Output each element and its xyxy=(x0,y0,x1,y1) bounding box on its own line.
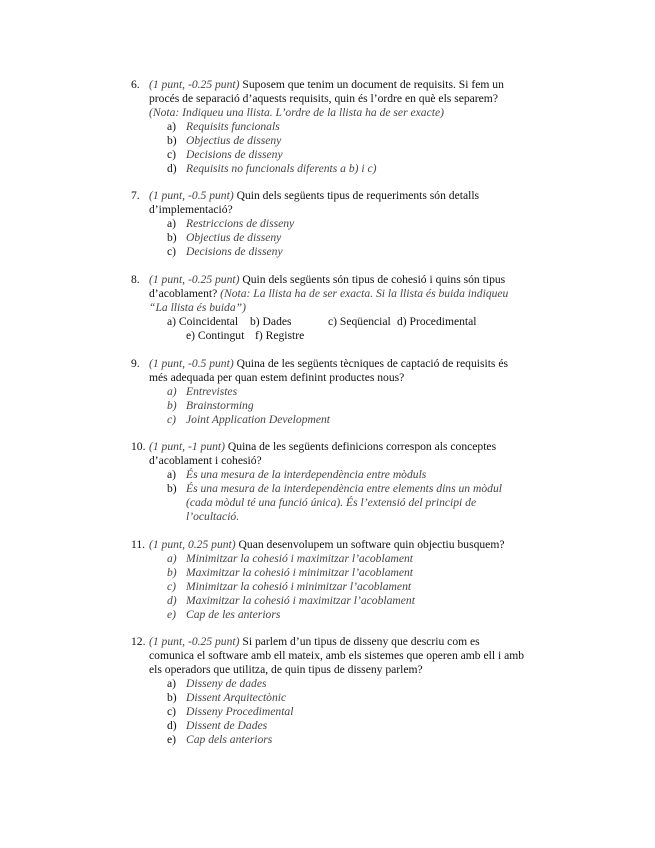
question-note: (1 punt, -0.25 punt) xyxy=(149,273,243,286)
question-text-line xyxy=(149,92,498,106)
question-text: d’acoblament? xyxy=(149,287,221,300)
option-letter: a) xyxy=(167,217,177,230)
option-letter: d) xyxy=(167,719,177,732)
question-note: (1 punt, -0.25 punt) xyxy=(149,635,243,648)
question-note: “La llista és buida”) xyxy=(149,301,246,314)
question-text: Quin dels següents són tipus de cohesió i quins són tipus xyxy=(242,273,506,286)
question-text: comunica el software amb ell mateix, amb els sistemes que operen amb ell i amb xyxy=(149,649,525,662)
question-note: (1 punt, -0.5 punt) xyxy=(149,357,237,370)
question-text: els operadors que utilitza, de quin tipus de disseny parlem? xyxy=(149,663,423,676)
answer-option: d) Procedimental xyxy=(397,315,477,328)
option-letter: a) xyxy=(167,468,177,481)
option-text: Joint Application Development xyxy=(186,413,331,426)
option-text: Requisits funcionals xyxy=(186,120,280,133)
option-letter: a) xyxy=(167,120,177,133)
question-number: 10. xyxy=(131,440,146,453)
option-text: Decisions de disseny xyxy=(186,245,283,258)
question-number: 7. xyxy=(131,189,140,202)
option-text: Cap dels anteriors xyxy=(186,733,273,746)
question-text: d’implementació? xyxy=(149,203,233,216)
question-text: Quin dels següents tipus de requeriments són detalls xyxy=(236,189,480,202)
option-text: Maximitzar la cohesió i minimitzar l’acoblament xyxy=(186,566,414,579)
question-text-line xyxy=(149,454,262,468)
option-text: (cada mòdul té una funció única). És l’extensió del principi de xyxy=(186,496,477,509)
option-letter: b) xyxy=(167,482,177,495)
option-text: Decisions de disseny xyxy=(186,148,283,161)
option-text: l’ocultació. xyxy=(186,510,240,523)
option-letter: d) xyxy=(167,162,177,175)
option-text: Minimitzar la cohesió i maximitzar l’acoblament xyxy=(186,552,414,565)
question-note: (1 punt, -0.25 punt) xyxy=(149,78,243,91)
option-letter: e) xyxy=(167,608,177,621)
answer-option: e) Contingut xyxy=(186,329,245,342)
question-text: Quina de les següents definicions correspon als conceptes xyxy=(227,440,497,453)
option-text: Disseny Procedimental xyxy=(186,705,294,718)
option-letter: a) xyxy=(167,552,177,565)
question-text: Quan desenvolupem un software quin objectiu busquem? xyxy=(238,538,505,551)
option-letter: a) xyxy=(167,677,177,690)
question-note: (Nota: La llista ha de ser exacta. Si la llista és buida indiqueu xyxy=(220,287,509,300)
option-text: Brainstorming xyxy=(186,399,254,412)
option-text: Entrevistes xyxy=(186,385,238,398)
option-letter: c) xyxy=(167,413,177,426)
option-text: Restriccions de disseny xyxy=(186,217,295,230)
question-note: (Nota: Indiqueu una llista. L’ordre de la llista ha de ser exacte) xyxy=(149,106,444,119)
answer-option: f) Registre xyxy=(255,329,305,342)
question-text-line xyxy=(149,78,504,92)
question-text-line xyxy=(149,538,504,552)
question-text-line xyxy=(149,203,233,217)
question-text: més adequada per quan estem definint productes nous? xyxy=(149,371,405,384)
question-text-line xyxy=(149,106,444,120)
option-letter: d) xyxy=(167,594,177,607)
option-letter: b) xyxy=(167,134,177,147)
question-text-line xyxy=(149,663,423,677)
option-text: Cap de les anteriors xyxy=(186,608,281,621)
question-text-line xyxy=(149,287,508,301)
question-text-line xyxy=(149,649,524,663)
option-text: Dissent Arquitectònic xyxy=(186,691,287,704)
question-text: Si parlem d’un tipus de disseny que descriu com es xyxy=(242,635,480,648)
answer-option: b) Dades xyxy=(250,315,292,328)
option-letter: e) xyxy=(167,733,177,746)
question-text-line xyxy=(149,273,505,287)
question-text-line xyxy=(149,440,496,454)
answer-option: c) Seqüencial xyxy=(328,315,391,328)
question-text-line xyxy=(149,301,246,315)
question-note: (1 punt, 0.25 punt) xyxy=(149,538,239,551)
option-letter: c) xyxy=(167,148,177,161)
option-text: És una mesura de la interdependència entre elements dins un mòdul xyxy=(186,482,502,495)
option-text: Disseny de dades xyxy=(186,677,267,690)
question-text: procés de separació d’aquests requisits, quin és l’ordre en què els separem? xyxy=(149,92,498,105)
question-number: 12. xyxy=(131,635,146,648)
question-note: (1 punt, -0.5 punt) xyxy=(149,189,237,202)
option-letter: b) xyxy=(167,231,177,244)
question-number: 11. xyxy=(131,538,146,551)
option-text: Requisits no funcionals diferents a b) i c) xyxy=(186,162,377,175)
question-number: 8. xyxy=(131,273,140,286)
option-text: Dissent de Dades xyxy=(186,719,268,732)
option-text: Objectius de disseny xyxy=(186,231,282,244)
question-number: 9. xyxy=(131,357,140,370)
question-text: Quina de les següents tècniques de captació de requisits és xyxy=(236,357,508,370)
question-text-line xyxy=(149,357,508,371)
option-letter: b) xyxy=(167,399,177,412)
option-text: És una mesura de la interdependència entre mòduls xyxy=(186,468,427,481)
option-letter: b) xyxy=(167,691,177,704)
option-letter: c) xyxy=(167,705,177,718)
option-letter: a) xyxy=(167,385,177,398)
option-text: Maximitzar la cohesió i maximitzar l’acoblament xyxy=(186,594,415,607)
question-text-line xyxy=(149,635,480,649)
option-text: Objectius de disseny xyxy=(186,134,282,147)
question-text: Suposem que tenim un document de requisits. Si fem un xyxy=(242,78,504,91)
answer-option: a) Coincidental xyxy=(167,315,239,328)
option-letter: c) xyxy=(167,580,177,593)
question-text: d’acoblament i cohesió? xyxy=(149,454,262,467)
question-number: 6. xyxy=(131,78,140,91)
option-letter: b) xyxy=(167,566,177,579)
option-text: Minimitzar la cohesió i minimitzar l’acoblament xyxy=(186,580,412,593)
option-letter: c) xyxy=(167,245,177,258)
question-text-line xyxy=(149,371,404,385)
question-text-line xyxy=(149,189,479,203)
question-note: (1 punt, -1 punt) xyxy=(149,440,228,453)
